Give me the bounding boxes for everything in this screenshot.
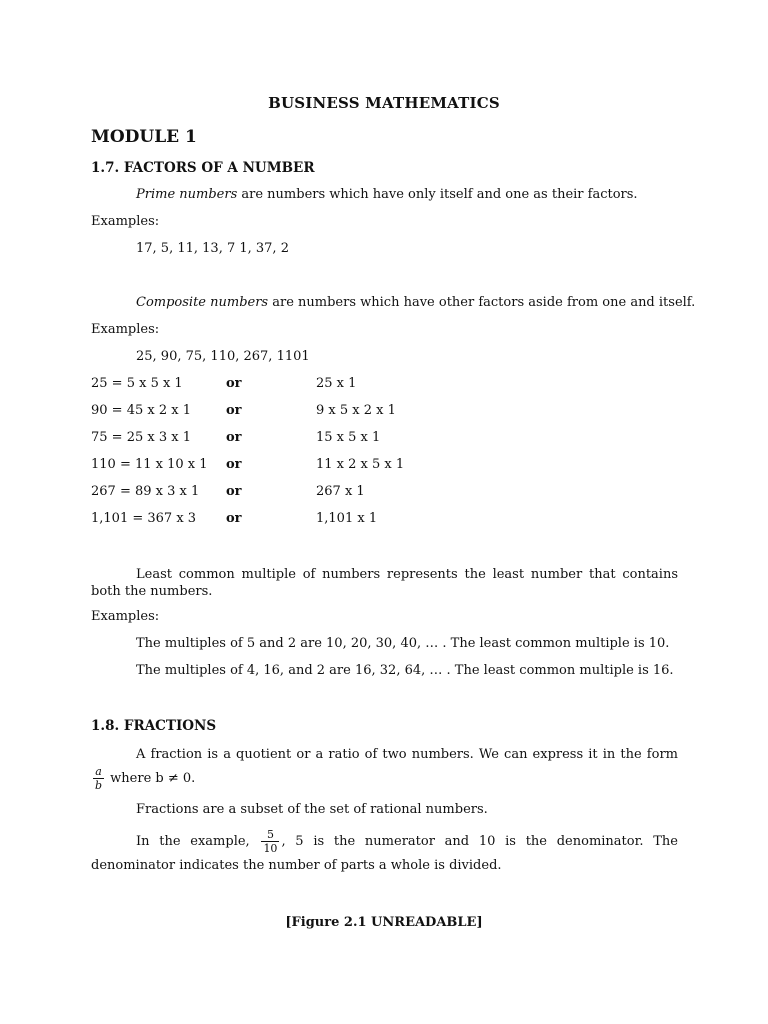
fraction-numerator: 5 <box>261 828 279 842</box>
lcm-example: The multiples of 5 and 2 are 10, 20, 30, 40, … . The least common multiple is 10. <box>136 636 670 651</box>
factor-row-left: 90 = 45 x 2 x 1 <box>91 403 191 418</box>
prime-examples: 17, 5, 11, 13, 7 1, 37, 2 <box>136 241 289 256</box>
fraction-numerator: a <box>93 765 104 779</box>
prime-definition-text: are numbers which have only itself and one as their factors. <box>237 187 638 202</box>
factor-row-left: 75 = 25 x 3 x 1 <box>91 430 191 445</box>
lcm-definition-text: Least common multiple of numbers represents the least number that contains both the numbers. <box>91 567 678 599</box>
fraction-5-over-10 <box>261 828 279 855</box>
fraction-example-tail: , 5 is the numerator and 10 is the denominator. The denominator indicates the number of parts a whole is divided. <box>91 834 678 873</box>
factor-row-left: 110 = 11 x 10 x 1 <box>91 457 208 472</box>
factor-row-or: or <box>226 376 242 391</box>
factor-row-right: 9 x 5 x 2 x 1 <box>316 403 396 418</box>
composite-examples: 25, 90, 75, 110, 267, 1101 <box>136 349 310 364</box>
factor-row-right: 11 x 2 x 5 x 1 <box>316 457 405 472</box>
lcm-definition <box>91 566 678 600</box>
factor-row-right: 267 x 1 <box>316 484 365 499</box>
fraction-definition-text: A fraction is a quotient or a ratio of two numbers. We can express it in the form <box>136 747 678 762</box>
factor-row-or: or <box>226 430 242 445</box>
fraction-subset-text: Fractions are a subset of the set of rational numbers. <box>136 802 488 817</box>
factor-row-left: 1,101 = 367 x 3 <box>91 511 197 526</box>
factor-row-left: 267 = 89 x 3 x 1 <box>91 484 200 499</box>
fraction-denominator: 10 <box>263 842 278 855</box>
fraction-example-text: In the example, <box>136 834 260 849</box>
factor-row-or: or <box>226 484 242 499</box>
examples-label: Examples: <box>91 214 160 229</box>
factor-row-right: 15 x 5 x 1 <box>316 430 381 445</box>
factor-row-right: 25 x 1 <box>316 376 357 391</box>
composite-definition <box>136 295 695 310</box>
examples-label: Examples: <box>91 609 160 624</box>
factor-row-or: or <box>226 457 242 472</box>
composite-term: Composite numbers <box>136 295 269 310</box>
factor-row-left: 25 = 5 x 5 x 1 <box>91 376 183 391</box>
factor-row-right: 1,101 x 1 <box>316 511 378 526</box>
fraction-example <box>91 828 678 877</box>
section-heading-fractions: 1.8. FRACTIONS <box>91 718 217 734</box>
fraction-denominator: b <box>95 779 103 792</box>
prime-term: Prime numbers <box>136 187 238 202</box>
figure-caption: [Figure 2.1 UNREADABLE] <box>285 915 483 930</box>
fraction-a-over-b <box>93 765 104 792</box>
examples-label: Examples: <box>91 322 160 337</box>
module-heading: MODULE 1 <box>91 127 197 147</box>
prime-definition <box>136 187 638 202</box>
lcm-example: The multiples of 4, 16, and 2 are 16, 32, 64, … . The least common multiple is 16. <box>136 663 674 678</box>
fraction-definition-tail: where b ≠ 0. <box>106 771 196 786</box>
document-title: BUSINESS MATHEMATICS <box>268 94 500 112</box>
factor-row-or: or <box>226 403 242 418</box>
composite-definition-text: are numbers which have other factors aside from one and itself. <box>268 295 696 310</box>
factor-row-or: or <box>226 511 242 526</box>
fraction-definition <box>91 745 678 792</box>
section-heading-factors: 1.7. FACTORS OF A NUMBER <box>91 160 315 176</box>
